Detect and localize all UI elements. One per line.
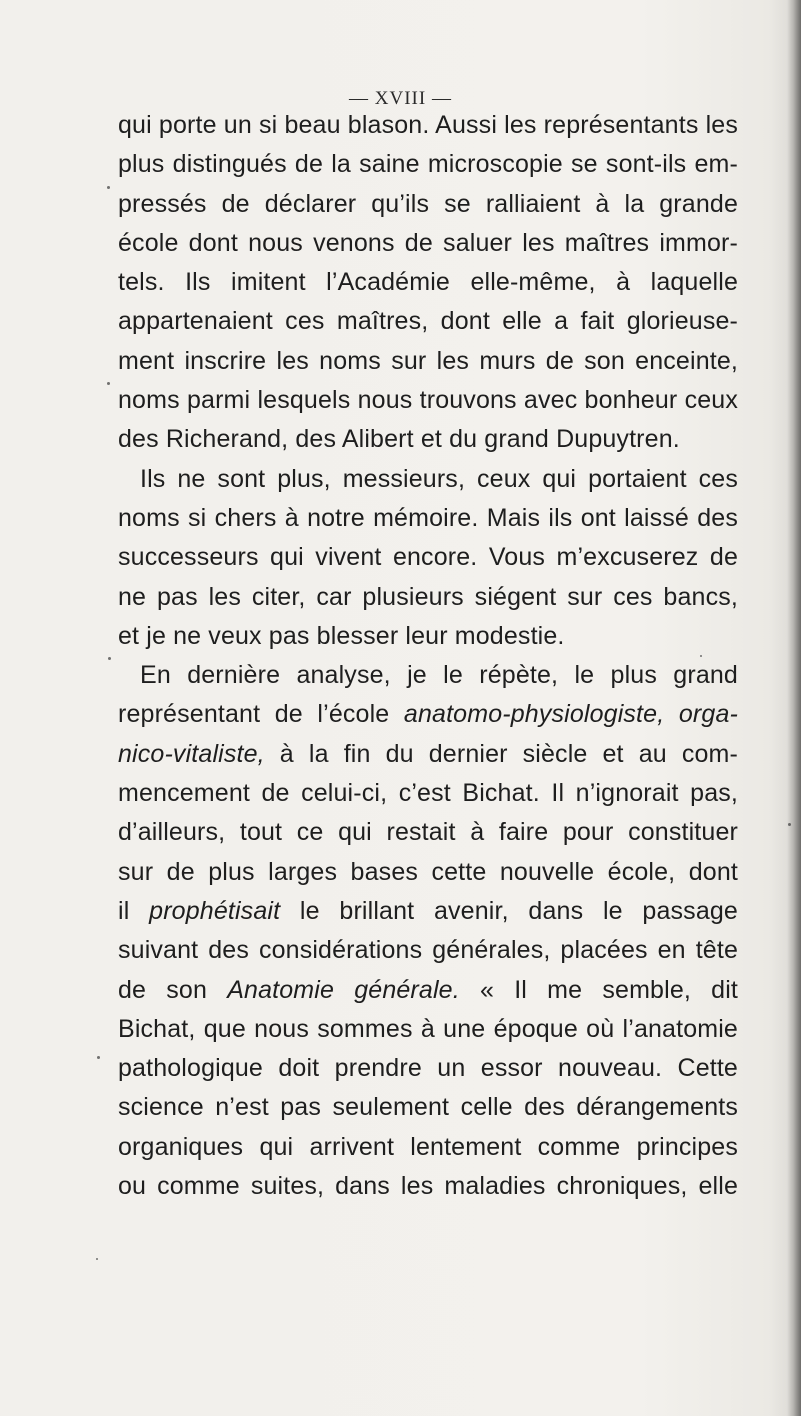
- text-line: pathologique doit prendre un essor nouveau. Cette: [118, 1054, 738, 1083]
- text-line: [118, 892, 738, 931]
- text-run: le brillant avenir, dans le passage: [280, 896, 738, 925]
- italic-run: Anatomie générale.: [227, 975, 460, 1004]
- text-line: suivant des considérations générales, placées en tête: [118, 936, 738, 965]
- text-line: plus distingués de la saine microscopie se sont-ils em-: [118, 150, 738, 179]
- italic-run: prophétisait: [149, 896, 281, 925]
- text-line: ne pas les citer, car plusieurs siégent sur ces bancs,: [118, 582, 738, 611]
- text-line: [118, 695, 738, 734]
- text-line: noms parmi lesquels nous trouvons avec bonheur ceux: [118, 386, 738, 415]
- text-line: appartenaient ces maîtres, dont elle a fait glorieuse-: [118, 307, 738, 336]
- text-line: [118, 971, 738, 1010]
- text-line: qui porte un si beau blason. Aussi les représentants les: [118, 111, 738, 139]
- text-line: science n’est pas seulement celle des dérangements: [118, 1093, 738, 1122]
- text-run: il: [118, 896, 150, 925]
- text-line: sur de plus larges bases cette nouvelle école, dont: [118, 857, 738, 886]
- print-speck: [107, 382, 110, 385]
- text-line: Ils ne sont plus, messieurs, ceux qui portaient ces: [140, 464, 738, 493]
- print-speck: [97, 1056, 100, 1059]
- text-run: représentant de l’école: [118, 700, 404, 729]
- italic-run: anatomo-physiologiste, orga-: [403, 700, 738, 729]
- text-run: de son: [118, 975, 228, 1004]
- text-line: mencement de celui-ci, c’est Bichat. Il n’ignorait pas,: [118, 779, 738, 808]
- body-text: [118, 106, 738, 1206]
- running-head: — XVIII —: [349, 88, 452, 109]
- text-line: organiques qui arrivent lentement comme principes: [118, 1132, 738, 1161]
- text-line: ou comme suites, dans les maladies chroniques, elle: [118, 1172, 738, 1201]
- print-speck: [700, 655, 702, 657]
- text-line: successeurs qui vivent encore. Vous m’excuserez de: [118, 543, 738, 572]
- text-line: pressés de déclarer qu’ils se ralliaient à la grande: [118, 189, 738, 218]
- text-line: noms si chers à notre mémoire. Mais ils ont laissé des: [118, 503, 738, 532]
- page-edge-shadow: [787, 0, 801, 1416]
- text-line: école dont nous venons de saluer les maîtres immor-: [118, 228, 738, 257]
- text-run: « Il me semble, dit: [459, 975, 738, 1004]
- text-line: En dernière analyse, je le répète, le plus grand: [140, 661, 738, 690]
- text-line: et je ne veux pas blesser leur modestie.: [118, 621, 565, 650]
- print-speck: [96, 1258, 98, 1260]
- text-line: [118, 735, 738, 774]
- text-line: d’ailleurs, tout ce qui restait à faire pour constituer: [118, 818, 738, 847]
- text-line: des Richerand, des Alibert et du grand Dupuytren.: [118, 425, 680, 454]
- italic-run: nico-vitaliste,: [118, 739, 265, 768]
- text-run: à la fin du dernier siècle et au com-: [264, 739, 738, 768]
- print-speck: [107, 186, 110, 189]
- text-line: ment inscrire les noms sur les murs de son enceinte,: [118, 346, 738, 375]
- print-speck: [788, 823, 791, 826]
- text-line: tels. Ils imitent l’Académie elle-même, à laquelle: [118, 268, 738, 297]
- print-speck: [108, 657, 111, 660]
- text-line: Bichat, que nous sommes à une époque où l’anatomie: [118, 1014, 738, 1043]
